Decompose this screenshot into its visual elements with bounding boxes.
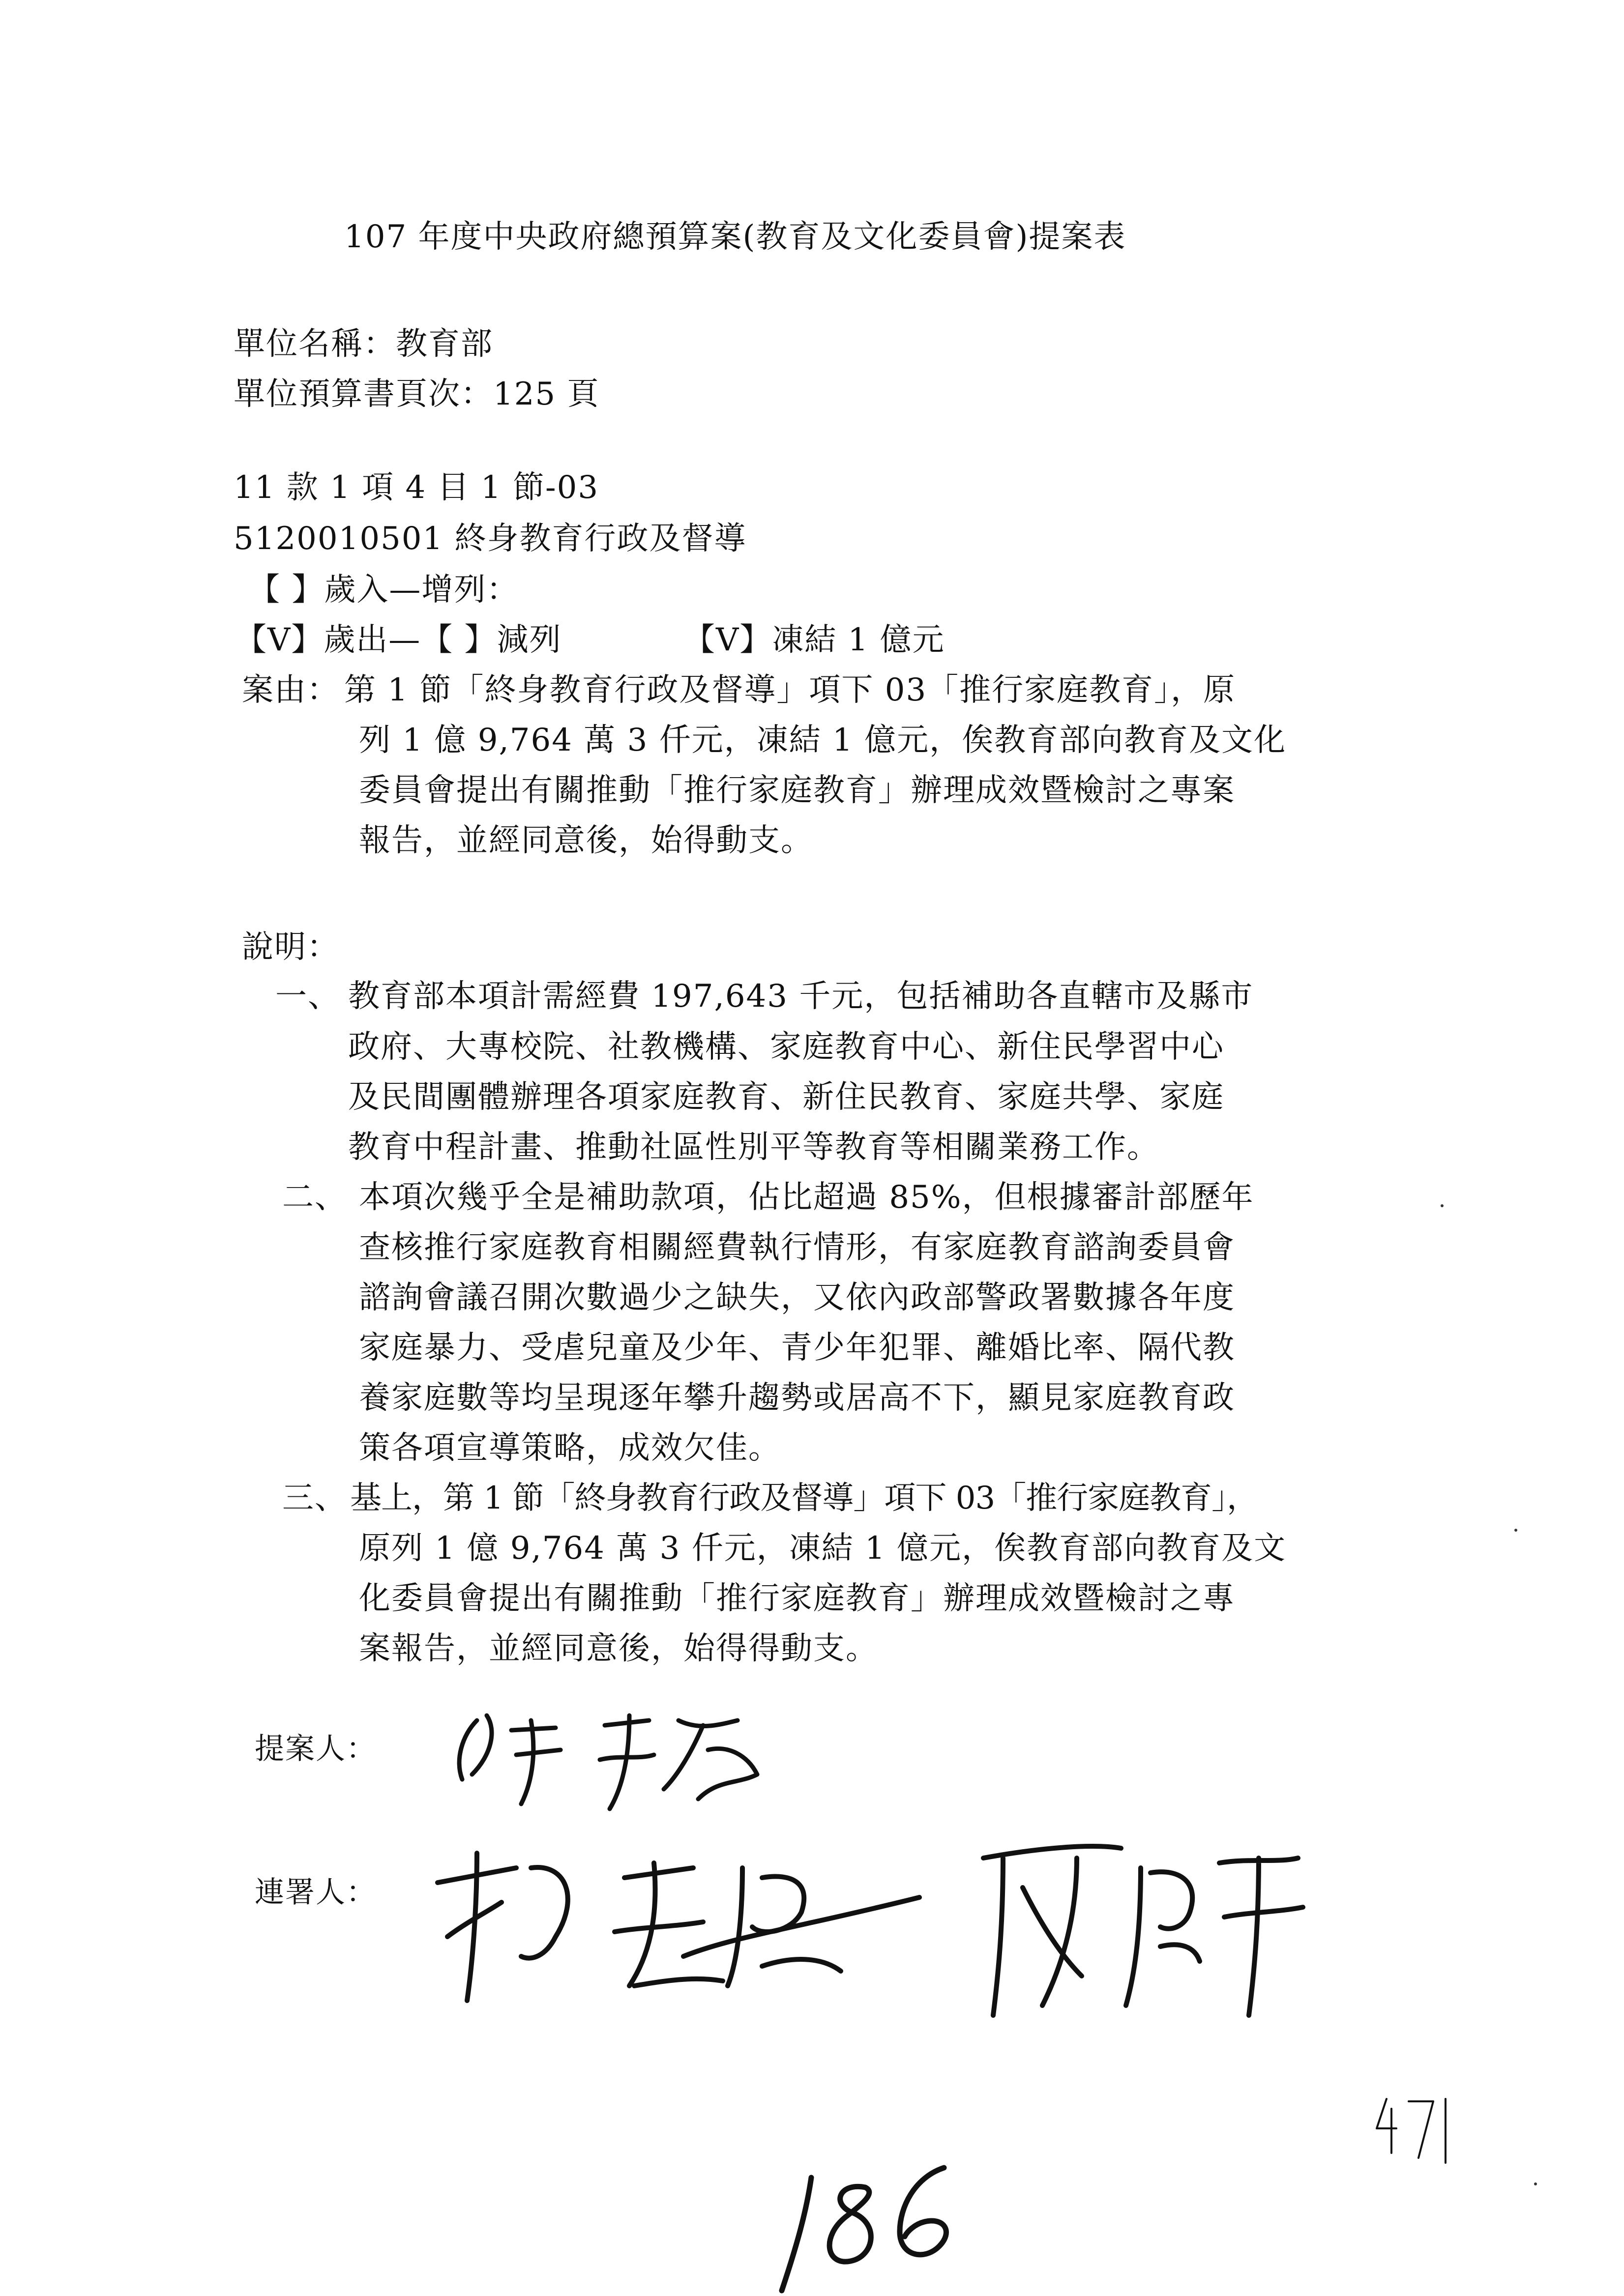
explanation-label: 說明：	[242, 929, 339, 965]
point-line: 教育中程計畫、推動社區性別平等教育等相關業務工作。	[348, 1129, 1159, 1165]
proposer-label: 提案人：	[255, 1732, 377, 1766]
point-line: 教育部本項計需經費 197,643 千元，包括補助各直轄市及縣市	[348, 978, 1254, 1015]
unit-budget-page: 單位預算書頁次：125 頁	[234, 376, 600, 412]
point-line: 及民間團體辦理各項家庭教育、新住民教育、家庭共學、家庭	[348, 1079, 1224, 1115]
point-line: 本項次幾乎全是補助款項，佔比超過 85%，但根據審計部歷年	[359, 1179, 1254, 1216]
point-line: 政府、大專校院、社教機構、家庭教育中心、新住民學習中心	[348, 1029, 1224, 1065]
budget-code-line: 11 款 1 項 4 目 1 節-03	[234, 469, 599, 506]
point-line: 基上，第 1 節「終身教育行政及督導」項下 03「推行家庭教育」，	[350, 1480, 1258, 1516]
cosigner-signature-2	[964, 1829, 1318, 2035]
point-line: 案報告，並經同意後，始得得動支。	[359, 1630, 878, 1667]
reason-line: 列 1 億 9,764 萬 3 仟元，凍結 1 億元，俟教育部向教育及文化	[359, 722, 1287, 758]
point-marker: 一、	[275, 978, 340, 1015]
cosigner-signature-1	[418, 1838, 959, 2015]
unit-name: 單位名稱：教育部	[234, 326, 493, 362]
handwritten-page-number	[767, 2148, 974, 2296]
point-line: 化委員會提出有關推動「推行家庭教育」辦理成效暨檢討之專	[359, 1580, 1235, 1617]
point-line: 家庭暴力、受虐兒童及少年、青少年犯罪、離婚比率、隔代教	[359, 1330, 1235, 1366]
cosigner-label: 連署人：	[255, 1875, 377, 1910]
point-line: 諮詢會議召開次數過少之缺失，又依內政部警政署數據各年度	[359, 1279, 1235, 1316]
program-line: 5120010501 終身教育行政及督導	[234, 521, 747, 557]
point-line: 原列 1 億 9,764 萬 3 仟元，凍結 1 億元，俟教育部向教育及文	[359, 1530, 1287, 1567]
point-line: 策各項宣導策略，成效欠佳。	[359, 1430, 781, 1466]
point-marker: 二、	[282, 1179, 347, 1216]
point-line: 養家庭數等均呈現逐年攀升趨勢或居高不下，顯見家庭教育政	[359, 1380, 1235, 1416]
reason-label: 案由：	[242, 672, 339, 708]
reason-line: 委員會提出有關推動「推行家庭教育」辦理成效暨檢討之專案	[359, 772, 1235, 809]
reason-line: 報告，並經同意後，始得動支。	[359, 822, 813, 859]
scan-speck	[1514, 1529, 1517, 1532]
reason-line: 第 1 節「終身教育行政及督導」項下 03「推行家庭教育」，原	[344, 672, 1236, 708]
scan-speck	[1534, 2182, 1537, 2185]
freeze-check: 【V】凍結 1 億元	[683, 622, 945, 658]
document-title: 107 年度中央政府總預算案(教育及文化委員會)提案表	[344, 219, 1126, 255]
proposer-signature	[443, 1701, 826, 1819]
revenue-increase-check: 【 】歲入—增列：	[248, 572, 519, 608]
point-marker: 三、	[282, 1480, 347, 1516]
expense-decrease-check: 【V】歲出—【 】減列	[235, 622, 562, 658]
corner-handwritten-number	[1372, 2089, 1460, 2173]
scan-speck	[1441, 1204, 1444, 1207]
point-line: 查核推行家庭教育相關經費執行情形，有家庭教育諮詢委員會	[359, 1229, 1235, 1266]
